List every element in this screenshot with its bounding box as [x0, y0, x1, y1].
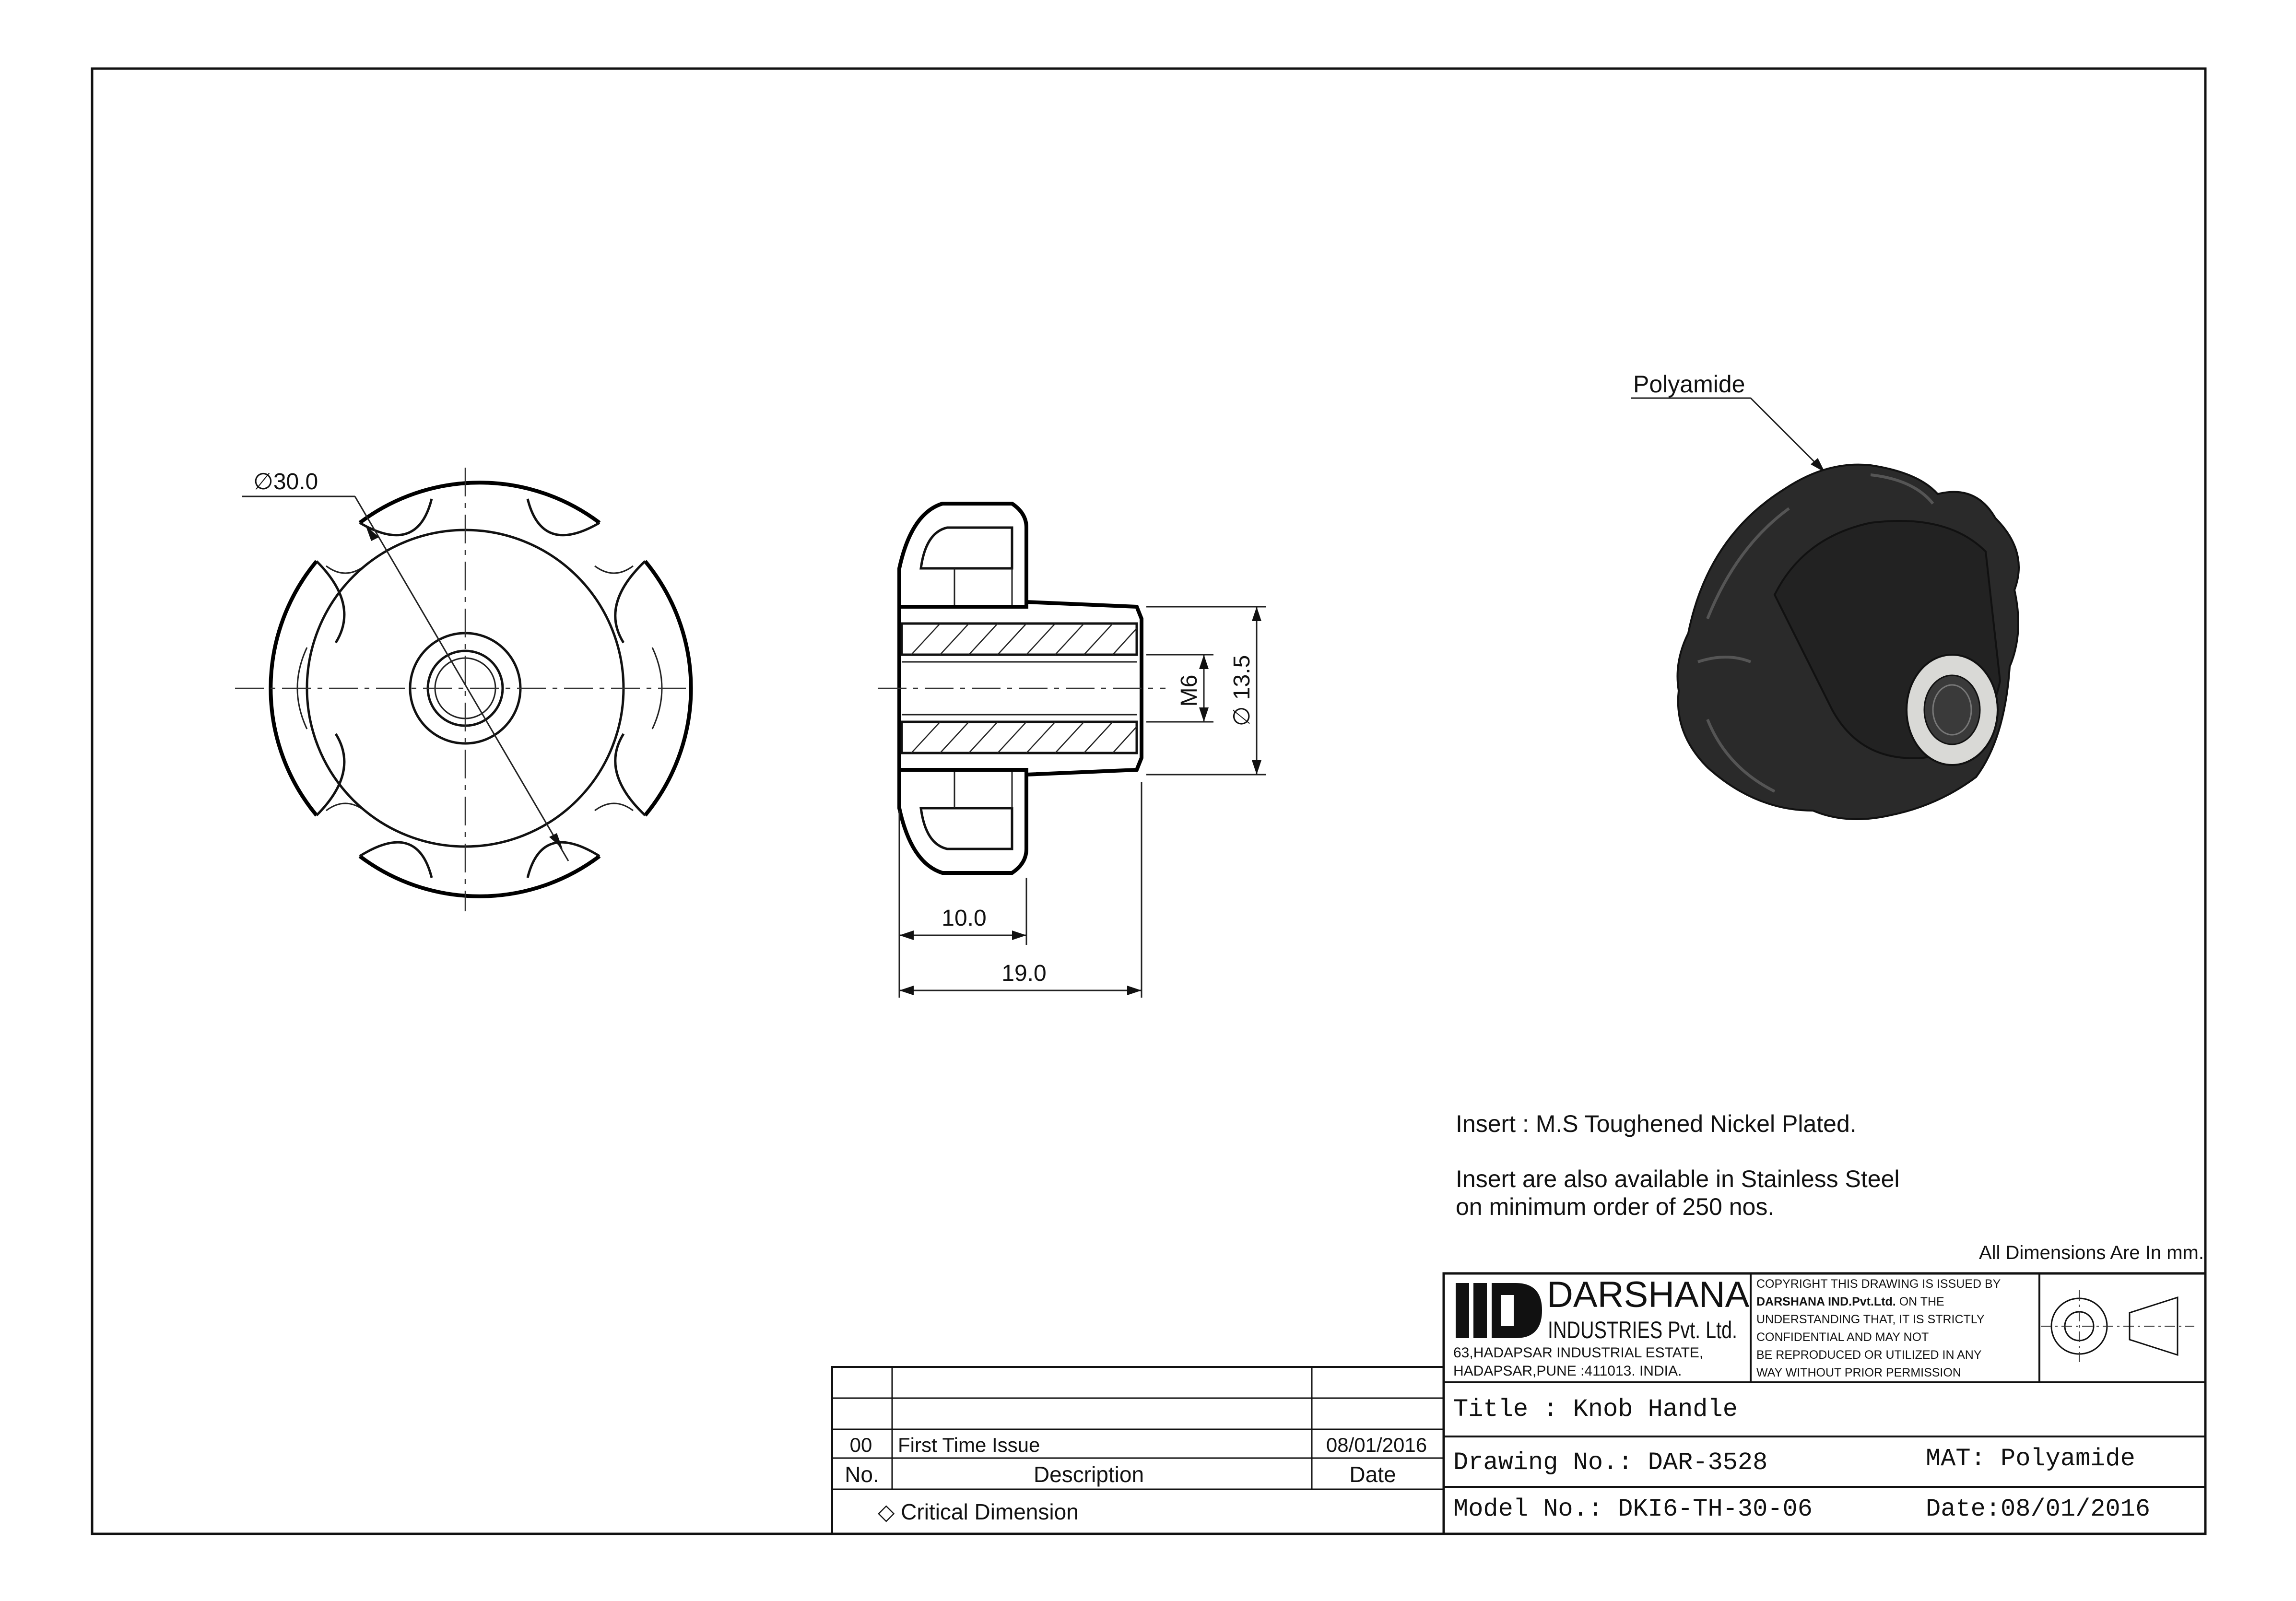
knob-outline-front: [271, 483, 691, 896]
copyright-line-6: WAY WITHOUT PRIOR PERMISSION: [1756, 1366, 1961, 1379]
diameter-leader: [355, 496, 568, 861]
company-name: DARSHANA: [1547, 1274, 1750, 1315]
revision-header-date: Date: [1349, 1462, 1396, 1487]
revision-row-description: First Time Issue: [898, 1434, 1040, 1456]
knob-profile-lower: [899, 770, 1026, 873]
revision-row-no: 00: [849, 1434, 872, 1456]
insert-wall-top: [902, 624, 1137, 655]
material-field: MAT: Polyamide: [1926, 1445, 2135, 1473]
note-units: All Dimensions Are In mm.: [1978, 1242, 2204, 1263]
knob-profile-upper: [899, 504, 1026, 607]
company-subname: INDUSTRIES Pvt. Ltd.: [1548, 1317, 1737, 1343]
isometric-view: [1631, 371, 2019, 819]
thread-label: M6: [1177, 674, 1202, 707]
revision-table: [832, 1367, 1444, 1534]
knob-grip-lower: [921, 808, 1012, 849]
m6-arrow-top: [1199, 655, 1209, 669]
hatch-bottom: [911, 722, 1137, 753]
critical-dimension-legend: ◇ Critical Dimension: [878, 1499, 1079, 1524]
front-view: [235, 468, 691, 911]
total-arrow-right: [1127, 986, 1142, 995]
note-availability-1: Insert are also available in Stainless Steel: [1456, 1165, 1900, 1192]
company-address-2: HADAPSAR,PUNE :411013. INDIA.: [1453, 1363, 1682, 1379]
copyright-company: DARSHANA IND.Pvt.Ltd.: [1756, 1295, 1896, 1308]
bore-arrow-bottom: [1252, 760, 1261, 775]
bore-label: ∅ 13.5: [1229, 655, 1255, 727]
copyright-line-2: [1756, 1295, 1944, 1308]
date-field: Date:08/01/2016: [1926, 1495, 2151, 1523]
knob-grip-upper: [921, 528, 1012, 568]
material-callout: Polyamide: [1633, 371, 1745, 398]
hub-arrow-left: [899, 930, 914, 940]
hub-arrow-right: [1012, 930, 1026, 940]
callout-leader: [1751, 398, 1823, 470]
copyright-on-the: ON THE: [1896, 1295, 1944, 1308]
company-logo: [1456, 1283, 1542, 1338]
copyright-line-1: COPYRIGHT THIS DRAWING IS ISSUED BY: [1756, 1277, 2001, 1291]
m6-arrow-bottom: [1199, 707, 1209, 722]
revision-header-description: Description: [1033, 1462, 1144, 1487]
hatch-top: [911, 624, 1137, 655]
model-number: Model No.: DKI6-TH-30-06: [1453, 1495, 1813, 1523]
diameter-arrow-bottom: [549, 833, 563, 849]
title-field: Title : Knob Handle: [1453, 1395, 1738, 1424]
insert-wall-bottom: [902, 722, 1137, 753]
note-availability-2: on minimum order of 250 nos.: [1456, 1193, 1775, 1220]
copyright-line-5: BE REPRODUCED OR UTILIZED IN ANY: [1756, 1348, 1982, 1362]
projection-symbol: [2041, 1290, 2194, 1362]
copyright-line-3: UNDERSTANDING THAT, IT IS STRICTLY: [1756, 1313, 1985, 1326]
drawing-number: Drawing No.: DAR-3528: [1453, 1448, 1768, 1477]
side-section-view: [878, 504, 1266, 998]
total-length-label: 19.0: [1001, 961, 1047, 986]
copyright-line-4: CONFIDENTIAL AND MAY NOT: [1756, 1330, 1929, 1344]
revision-row-date: 08/01/2016: [1326, 1434, 1427, 1456]
total-arrow-left: [899, 986, 914, 995]
revision-header-no: No.: [845, 1462, 879, 1487]
hub-length-label: 10.0: [942, 906, 987, 931]
note-insert: Insert : M.S Toughened Nickel Plated.: [1456, 1110, 1857, 1137]
notes: [1456, 1110, 2204, 1263]
bore-arrow-top: [1252, 607, 1261, 621]
front-diameter-label: ∅30.0: [253, 469, 318, 494]
title-block: [1444, 1273, 2205, 1534]
company-address-1: 63,HADAPSAR INDUSTRIAL ESTATE,: [1453, 1345, 1704, 1361]
